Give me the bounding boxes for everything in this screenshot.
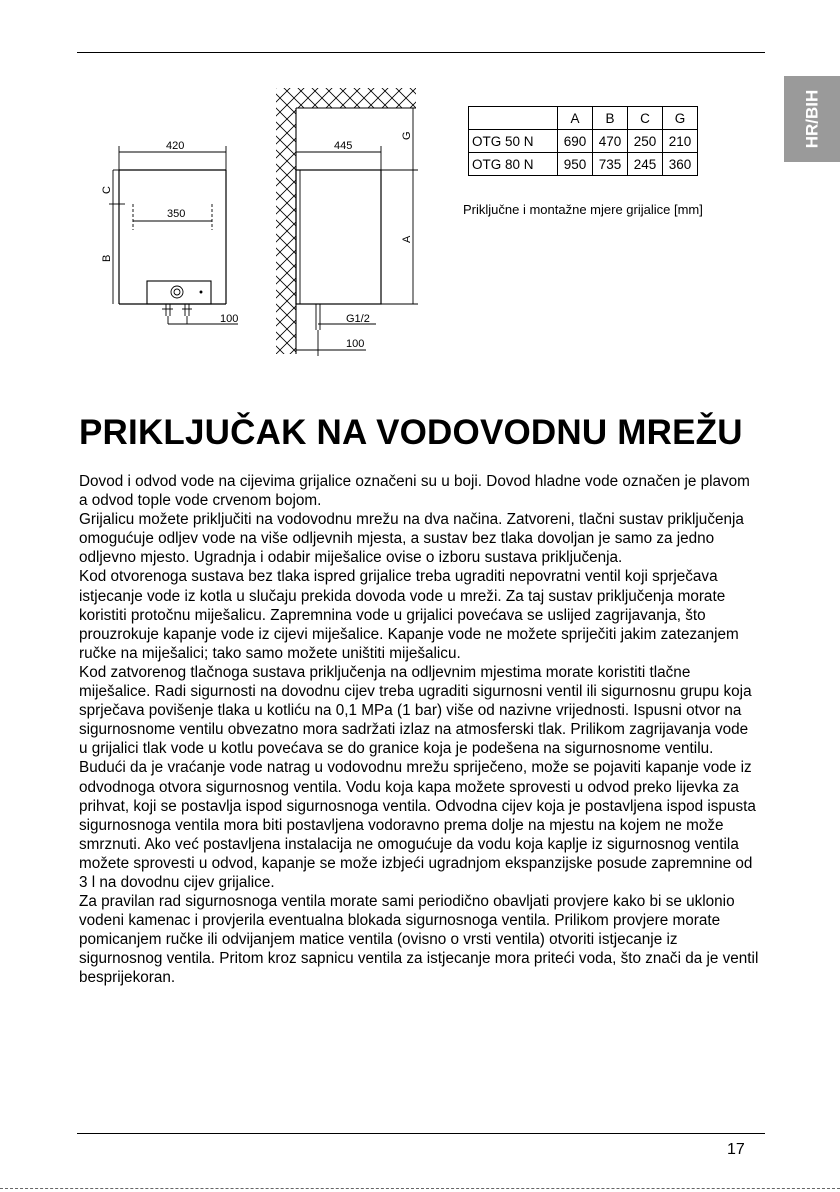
language-tab-label: HR/BIH	[802, 89, 821, 149]
table-cell: 950	[558, 153, 593, 176]
label-b: B	[101, 254, 113, 262]
cut-line	[0, 1188, 840, 1189]
table-cell: 735	[593, 153, 628, 176]
side-bottom-label: 100	[346, 338, 365, 350]
table-header-cell	[469, 107, 558, 130]
section-heading: PRIKLJUČAK NA VODOVODNU MREŽU	[79, 413, 743, 452]
table-header-cell: A	[558, 107, 593, 130]
table-header-cell: G	[663, 107, 698, 130]
table-cell: 245	[628, 153, 663, 176]
table-cell: OTG 80 N	[469, 153, 558, 176]
table-caption: Priključne i montažne mjere grijalice [mm]	[463, 202, 703, 217]
dimensions-table	[468, 106, 698, 176]
bottom-rule	[77, 1133, 765, 1134]
front-bottom-label: 100	[220, 313, 239, 325]
label-a: A	[401, 235, 413, 243]
front-width-label: 420	[166, 140, 185, 152]
dimension-diagram	[0, 0, 840, 400]
table-header-row	[469, 107, 698, 130]
table-cell: 690	[558, 130, 593, 153]
table-header-cell: C	[628, 107, 663, 130]
table-row	[469, 153, 698, 176]
paragraph: Dovod i odvod vode na cijevima grijalice označeni su u boji. Dovod hladne vode označen je plavom a odvod tople vode crvenom bojom.	[79, 473, 750, 510]
table-header-cell: B	[593, 107, 628, 130]
label-g: G	[401, 131, 413, 140]
table-cell: 210	[663, 130, 698, 153]
paragraph: Grijalicu možete priključiti na vodovodnu mrežu na dva načina. Zatvoreni, tlačni sustav priključenja omogućuje odljev vode na više odljevnih mjesta, a sustav bez tlaka dovoljan je samo za jedno odljevno mjesto. Ugradnja i odabir miješalice ovise o izboru sustava priključenja.	[79, 511, 744, 567]
front-view	[109, 146, 238, 324]
body-text	[79, 472, 759, 988]
paragraph: Kod zatvorenog tlačnoga sustava priključenja na odljevnim mjestima morate koristiti tlačne miješalice. Radi sigurnosti na dovodnu cijev treba ugraditi sigurnosni ventil ili sigurnosnu grupu koja sprječava povišenje tlaka u kotliću na 0,1 MPa (1 bar) više od nazivne vrijednosti. Ispusni otvor na sigurnosnome ventilu obvezatno mora sadržati izlaz na atmosferski tlak. Prilikom zagrijavanja vode u grijalici tlak vode u kotlu povećava se do granice koja je podešena na sigurnosnome ventilu. Budući da je vraćanje vode natrag u vodovodnu mrežu spriječeno, može se pojaviti kapanje vode iz odvodnoga otvora sigurnosnog ventila. Vodu koja kapa možete sprovesti u odvod preko lijevka za prihvat, koji se postavlja ispod sigurnosnoga ventila. Odvodna cijev koja je postavljena ispod ispusta sigurnosnoga ventila mora biti postavljena vodoravno prema dolje na mjestu na kojem ne može smrznuti. Ako već postavljena instalacija ne omogućuje da vodu koja kaplje iz sigurnosnog ventila možete sprovesti u odvod, kapanje se može izbjeći ugradnjom ekspanzijske posude zapremnine od 3 l na dovodnu cijev grijalice.	[79, 663, 756, 891]
table-cell: OTG 50 N	[469, 130, 558, 153]
table-row	[469, 130, 698, 153]
side-pipe-label: G1/2	[346, 313, 370, 325]
table-cell: 250	[628, 130, 663, 153]
side-depth-label: 445	[334, 140, 353, 152]
page-number: 17	[727, 1141, 745, 1158]
label-c: C	[101, 186, 113, 194]
table-cell: 470	[593, 130, 628, 153]
paragraph: Za pravilan rad sigurnosnoga ventila morate sami periodično obavljati provjere kako bi se uklonio vodeni kamenac i provjerila eventualna blokada sigurnosnoga ventila. Prilikom provjere morate pomicanjem ručke ili odvijanjem matice ventila (ovisno o vrsti ventila) otvoriti istjecanje iz sigurnosnog ventila. Pritom kroz sapnicu ventila za istjecanje mora pritеći voda, što znači da je ventil besprijekoran.	[79, 893, 759, 987]
front-inner-label: 350	[167, 208, 186, 220]
paragraph: Kod otvorenoga sustava bez tlaka ispred grijalice treba ugraditi nepovratni ventil koji sprječava istjecanje vode iz kotla u slučaju prekida dovoda vode u mreži. Za taj sustav priključenja morate koristiti protočnu miješalicu. Zapremnina vode u grijalici povećava se uslijed zagrijavanja, što prouzrokuje kapanje vode iz cijevi miješalice. Kapanje vode ne možete spriječiti jakim zatezanjem ručke na miješalici; tako samo možete uništiti miješalicu.	[79, 568, 739, 662]
table-cell: 360	[663, 153, 698, 176]
